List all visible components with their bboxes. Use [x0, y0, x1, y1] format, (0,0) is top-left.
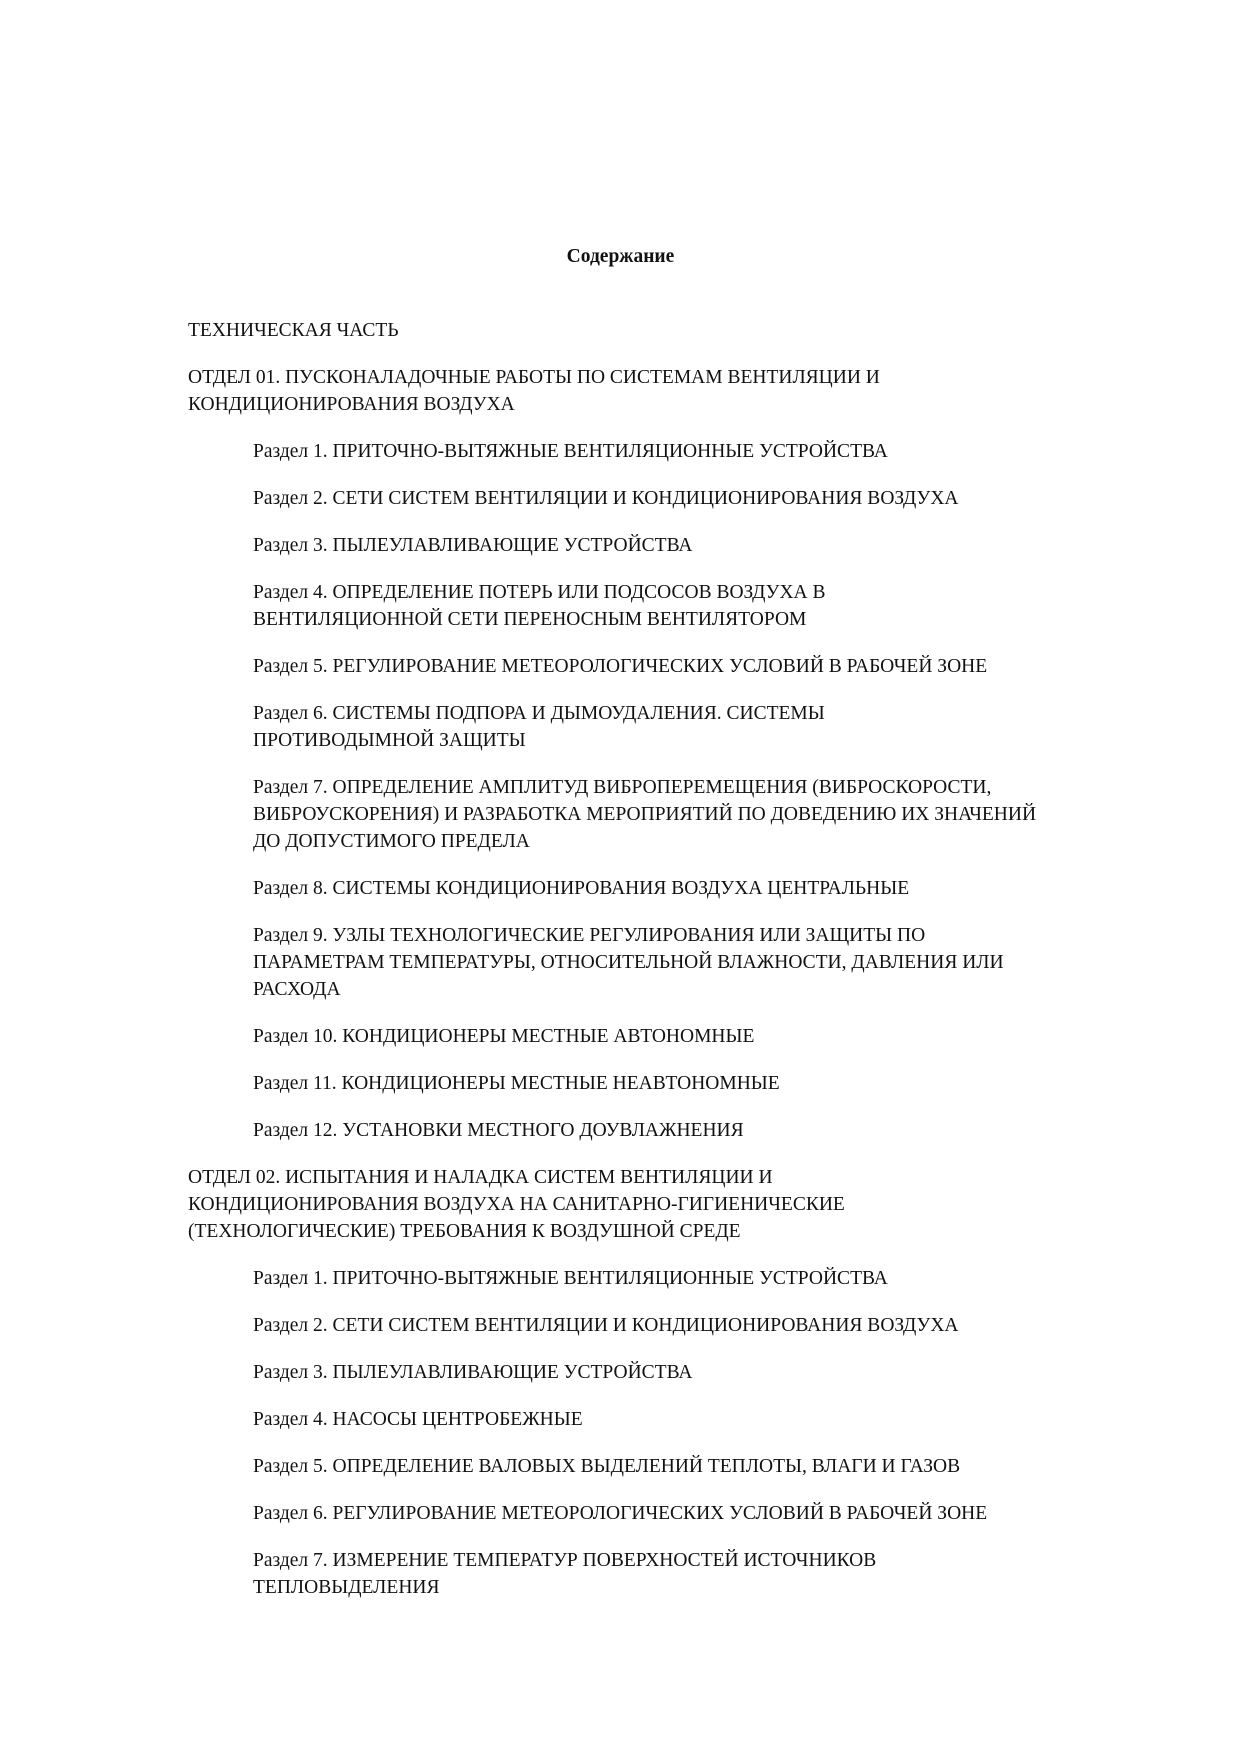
toc-entry-line: ВИБРОУСКОРЕНИЯ) И РАЗРАБОТКА МЕРОПРИЯТИЙ ПО ДОВЕДЕНИЮ ИХ ЗНАЧЕНИЙ — [253, 804, 1037, 825]
toc-entry-line: Раздел 6. СИСТЕМЫ ПОДПОРА И ДЫМОУДАЛЕНИЯ. СИСТЕМЫ — [253, 703, 825, 724]
toc-entry-line: ОТДЕЛ 01. ПУСКОНАЛАДОЧНЫЕ РАБОТЫ ПО СИСТЕМАМ ВЕНТИЛЯЦИИ И — [188, 367, 880, 388]
toc-section-entry — [188, 532, 1068, 559]
toc-section-entry — [188, 1070, 1068, 1097]
toc-section-entry — [188, 1406, 1068, 1433]
toc-section-entry — [188, 1117, 1068, 1144]
toc-entry-line: (ТЕХНОЛОГИЧЕСКИЕ) ТРЕБОВАНИЯ К ВОЗДУШНОЙ СРЕДЕ — [188, 1221, 741, 1242]
toc-section-entry — [188, 875, 1068, 902]
toc-entry-line: ПАРАМЕТРАМ ТЕМПЕРАТУРЫ, ОТНОСИТЕЛЬНОЙ ВЛАЖНОСТИ, ДАВЛЕНИЯ ИЛИ — [253, 952, 1004, 973]
toc-entry-line: ДО ДОПУСТИМОГО ПРЕДЕЛА — [253, 831, 530, 852]
toc-entry-line: ТЕПЛОВЫДЕЛЕНИЯ — [253, 1577, 440, 1598]
toc-department-entry — [188, 1164, 1068, 1245]
toc-section-entry — [188, 438, 1068, 465]
toc-section-entry — [188, 653, 1068, 680]
toc-section-entry — [188, 1312, 1068, 1339]
toc-entry-line: ОТДЕЛ 02. ИСПЫТАНИЯ И НАЛАДКА СИСТЕМ ВЕНТИЛЯЦИИ И — [188, 1167, 773, 1188]
toc-entry-line: РАСХОДА — [253, 979, 341, 1000]
toc-entry-line: Раздел 12. УСТАНОВКИ МЕСТНОГО ДОУВЛАЖНЕНИЯ — [253, 1120, 744, 1141]
toc-entry-line: Раздел 2. СЕТИ СИСТЕМ ВЕНТИЛЯЦИИ И КОНДИЦИОНИРОВАНИЯ ВОЗДУХА — [253, 488, 959, 509]
toc-entry-line: Раздел 5. РЕГУЛИРОВАНИЕ МЕТЕОРОЛОГИЧЕСКИХ УСЛОВИЙ В РАБОЧЕЙ ЗОНЕ — [253, 656, 988, 677]
toc-section-entry — [188, 1023, 1068, 1050]
toc-department-entry — [188, 364, 1068, 418]
toc-section-entry — [188, 1359, 1068, 1386]
toc-department-entry — [188, 317, 1068, 344]
toc-section-entry — [188, 579, 1068, 633]
toc-entry-line: Раздел 3. ПЫЛЕУЛАВЛИВАЮЩИЕ УСТРОЙСТВА — [253, 1362, 693, 1383]
toc-section-entry — [188, 1453, 1068, 1480]
table-of-contents — [188, 317, 1068, 1621]
toc-entry-line: ВЕНТИЛЯЦИОННОЙ СЕТИ ПЕРЕНОСНЫМ ВЕНТИЛЯТОРОМ — [253, 609, 807, 630]
toc-entry-line: Раздел 1. ПРИТОЧНО-ВЫТЯЖНЫЕ ВЕНТИЛЯЦИОННЫЕ УСТРОЙСТВА — [253, 441, 888, 462]
toc-title: Содержание — [566, 246, 675, 267]
toc-entry-line: ТЕХНИЧЕСКАЯ ЧАСТЬ — [188, 320, 399, 341]
toc-entry-line: КОНДИЦИОНИРОВАНИЯ ВОЗДУХА НА САНИТАРНО-ГИГИЕНИЧЕСКИЕ — [188, 1194, 845, 1215]
toc-entry-line: Раздел 6. РЕГУЛИРОВАНИЕ МЕТЕОРОЛОГИЧЕСКИХ УСЛОВИЙ В РАБОЧЕЙ ЗОНЕ — [253, 1503, 988, 1524]
toc-entry-line: Раздел 7. ИЗМЕРЕНИЕ ТЕМПЕРАТУР ПОВЕРХНОСТЕЙ ИСТОЧНИКОВ — [253, 1550, 877, 1571]
toc-entry-line: Раздел 3. ПЫЛЕУЛАВЛИВАЮЩИЕ УСТРОЙСТВА — [253, 535, 693, 556]
toc-section-entry — [188, 1265, 1068, 1292]
document-page — [188, 0, 1068, 1755]
toc-entry-line: Раздел 10. КОНДИЦИОНЕРЫ МЕСТНЫЕ АВТОНОМНЫЕ — [253, 1026, 755, 1047]
toc-entry-line: Раздел 11. КОНДИЦИОНЕРЫ МЕСТНЫЕ НЕАВТОНОМНЫЕ — [253, 1073, 780, 1094]
toc-section-entry — [188, 485, 1068, 512]
toc-entry-line: Раздел 8. СИСТЕМЫ КОНДИЦИОНИРОВАНИЯ ВОЗДУХА ЦЕНТРАЛЬНЫЕ — [253, 878, 910, 899]
toc-entry-line: Раздел 7. ОПРЕДЕЛЕНИЕ АМПЛИТУД ВИБРОПЕРЕМЕЩЕНИЯ (ВИБРОСКОРОСТИ, — [253, 777, 992, 798]
toc-section-entry — [188, 922, 1068, 1003]
toc-section-entry — [188, 700, 1068, 754]
toc-entry-line: Раздел 9. УЗЛЫ ТЕХНОЛОГИЧЕСКИЕ РЕГУЛИРОВАНИЯ ИЛИ ЗАЩИТЫ ПО — [253, 925, 926, 946]
toc-entry-line: КОНДИЦИОНИРОВАНИЯ ВОЗДУХА — [188, 394, 515, 415]
toc-entry-line: Раздел 5. ОПРЕДЕЛЕНИЕ ВАЛОВЫХ ВЫДЕЛЕНИЙ ТЕПЛОТЫ, ВЛАГИ И ГАЗОВ — [253, 1456, 961, 1477]
toc-section-entry — [188, 774, 1068, 855]
toc-section-entry — [188, 1547, 1068, 1601]
toc-entry-line: Раздел 2. СЕТИ СИСТЕМ ВЕНТИЛЯЦИИ И КОНДИЦИОНИРОВАНИЯ ВОЗДУХА — [253, 1315, 959, 1336]
toc-entry-line: Раздел 4. НАСОСЫ ЦЕНТРОБЕЖНЫЕ — [253, 1409, 583, 1430]
toc-entry-line: ПРОТИВОДЫМНОЙ ЗАЩИТЫ — [253, 730, 526, 751]
toc-entry-line: Раздел 1. ПРИТОЧНО-ВЫТЯЖНЫЕ ВЕНТИЛЯЦИОННЫЕ УСТРОЙСТВА — [253, 1268, 888, 1289]
toc-section-entry — [188, 1500, 1068, 1527]
toc-entry-line: Раздел 4. ОПРЕДЕЛЕНИЕ ПОТЕРЬ ИЛИ ПОДСОСОВ ВОЗДУХА В — [253, 582, 826, 603]
